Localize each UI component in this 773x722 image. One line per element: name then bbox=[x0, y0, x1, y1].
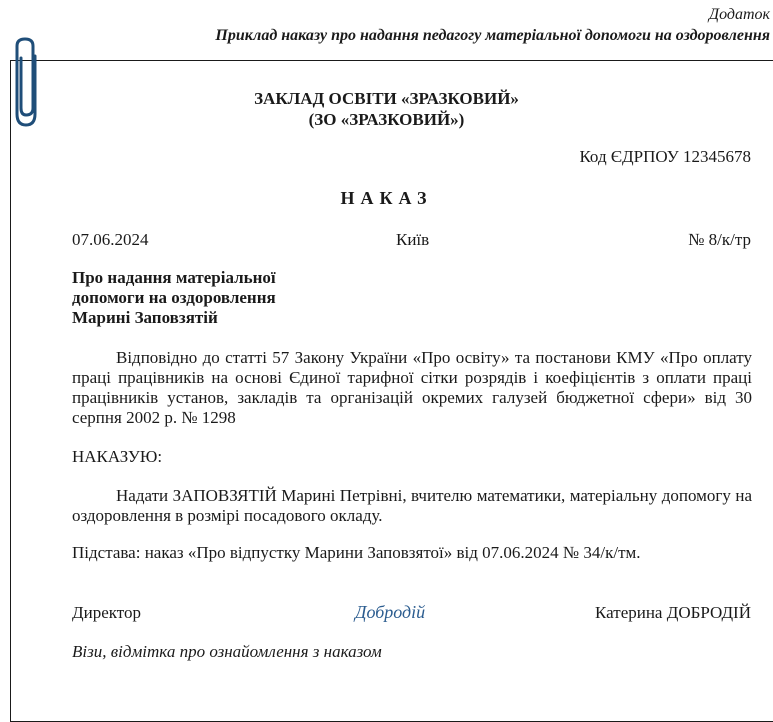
order-date: 07.06.2024 bbox=[72, 230, 149, 249]
subject-line: Про надання матеріальної bbox=[72, 268, 276, 287]
subject-line: Марині Заповзятій bbox=[72, 308, 218, 327]
preamble-paragraph: Відповідно до статті 57 Закону України «Про освіту» та постанови КМУ «Про оплату праці працівників на основі Єдиної тарифної сітки розрядів і коефіцієнтів з оплати праці працівників установ, закладів та організацій окремих галузей бюджетної сфери» від 30 серпня 2002 р. № 1298 bbox=[72, 348, 752, 427]
order-paragraph: Надати ЗАПОВЗЯТІЙ Марині Петрівні, вчителю математики, матеріальну допомогу на оздоровлення в розмірі посадового окладу. bbox=[72, 486, 752, 525]
edrpou-code: Код ЄДРПОУ 12345678 bbox=[579, 147, 751, 166]
basis-line: Підстава: наказ «Про відпустку Марини Заповзятої» від 07.06.2024 № 34/к/тм. bbox=[72, 543, 641, 562]
appendix-caption bbox=[215, 4, 770, 46]
organization-short-name: (ЗО «ЗРАЗКОВИЙ») bbox=[308, 110, 465, 129]
order-number: № 8/к/тр bbox=[688, 230, 751, 249]
organization-header bbox=[0, 88, 773, 130]
order-city: Київ bbox=[396, 230, 430, 249]
order-keyword: НАКАЗУЮ: bbox=[72, 447, 163, 466]
appendix-heading: Приклад наказу про надання педагогу матеріальної допомоги на оздоровлення bbox=[215, 27, 770, 44]
document-title: НАКАЗ bbox=[340, 188, 433, 208]
organization-name: ЗАКЛАД ОСВІТИ «ЗРАЗКОВИЙ» bbox=[254, 89, 519, 108]
signature: Добродій bbox=[355, 602, 426, 622]
signer-name: Катерина ДОБРОДІЙ bbox=[595, 603, 751, 622]
director-label: Директор bbox=[72, 603, 141, 622]
subject-line: допомоги на оздоровлення bbox=[72, 288, 276, 307]
visas-note: Візи, відмітка про ознайомлення з наказом bbox=[72, 642, 382, 661]
appendix-label: Додаток bbox=[708, 6, 770, 23]
order-subject bbox=[72, 268, 276, 328]
